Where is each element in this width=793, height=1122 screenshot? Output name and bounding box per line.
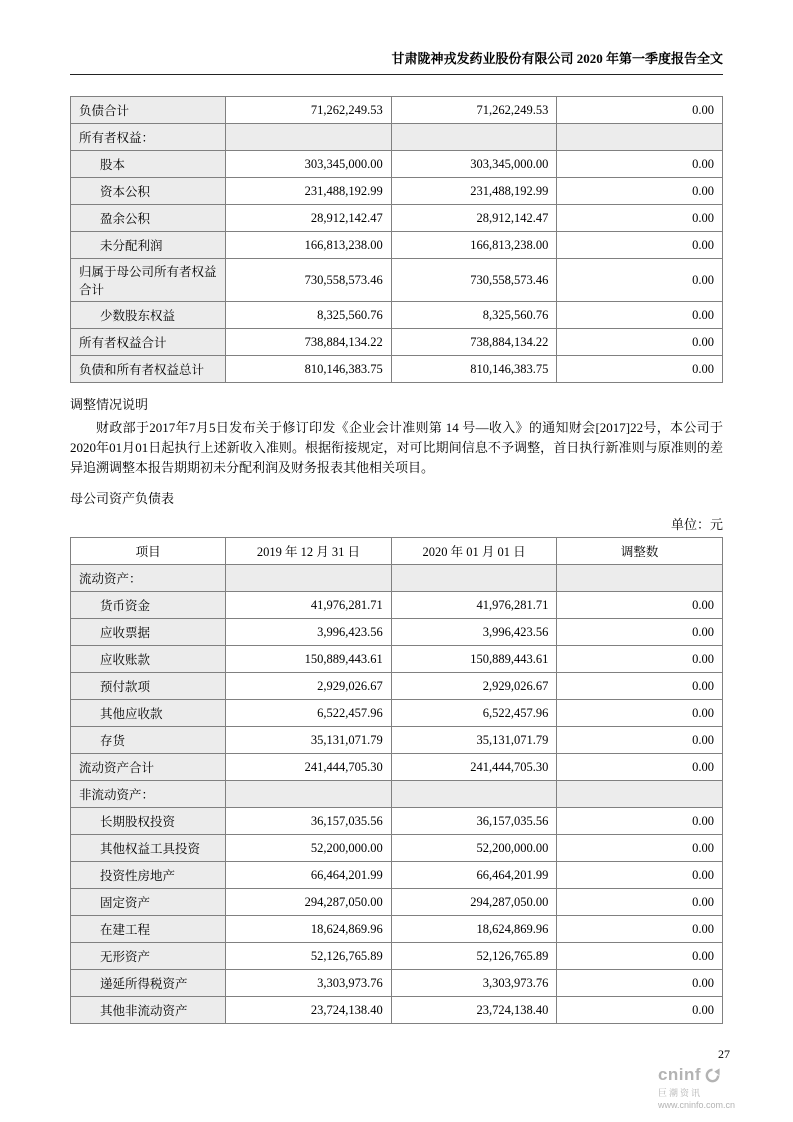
table-row: [71, 673, 723, 700]
section-row: [71, 565, 723, 592]
row-value: [391, 124, 557, 151]
row-value: [391, 565, 557, 592]
table-row: [71, 808, 723, 835]
row-value: 0.00: [557, 232, 723, 259]
row-value: 0.00: [557, 916, 723, 943]
table-row: [71, 970, 723, 997]
row-label: 其他非流动资产: [71, 997, 226, 1024]
row-value: 730,558,573.46: [226, 259, 392, 302]
row-value: 52,200,000.00: [226, 835, 392, 862]
row-value: 36,157,035.56: [391, 808, 557, 835]
row-value: 0.00: [557, 592, 723, 619]
row-value: 0.00: [557, 808, 723, 835]
cninfo-logo-subtitle: 巨潮资讯: [657, 1088, 702, 1098]
row-value: 150,889,443.61: [226, 646, 392, 673]
row-value: 28,912,142.47: [226, 205, 392, 232]
row-label: 预付款项: [71, 673, 226, 700]
cninfo-logo-url: www.cninfo.com.cn: [657, 1100, 735, 1110]
row-label: 无形资产: [71, 943, 226, 970]
row-value: 0.00: [557, 356, 723, 383]
row-value: 0.00: [557, 97, 723, 124]
row-label: 递延所得税资产: [71, 970, 226, 997]
cninfo-logo-row: [658, 1065, 735, 1085]
row-value: 8,325,560.76: [391, 302, 557, 329]
row-value: 303,345,000.00: [391, 151, 557, 178]
row-value: 0.00: [557, 619, 723, 646]
parent-balance-sheet-title: 母公司资产负债表: [70, 491, 175, 506]
row-value: 0.00: [557, 178, 723, 205]
row-value: [226, 124, 392, 151]
row-value: [226, 781, 392, 808]
row-value: 0.00: [557, 205, 723, 232]
row-value: 41,976,281.71: [226, 592, 392, 619]
table-row: [71, 259, 723, 302]
cninfo-logo-text: cninf: [657, 1065, 702, 1084]
adjustment-notes-paragraph: 财政部于2017年7月5日发布关于修订印发《企业会计准则第 14 号—收入》的通知财会[2017]22号，本公司于2020年01月01日起执行上述新收入准则。根据衔接规定，对可比期间信息不予调整，首日执行新准则与原准则的差异追溯调整本报告期期初未分配利润及财务报表其他相关项目。: [70, 420, 723, 475]
table-row: [71, 302, 723, 329]
table-row: [71, 232, 723, 259]
row-value: 36,157,035.56: [226, 808, 392, 835]
table-row: [71, 592, 723, 619]
row-value: 0.00: [557, 700, 723, 727]
section-row: [71, 781, 723, 808]
row-value: 241,444,705.30: [226, 754, 392, 781]
row-value: 0.00: [557, 889, 723, 916]
row-value: 3,996,423.56: [226, 619, 392, 646]
row-value: 0.00: [557, 727, 723, 754]
row-value: [226, 565, 392, 592]
row-label: 应收票据: [71, 619, 226, 646]
row-value: 3,996,423.56: [391, 619, 557, 646]
row-value: 0.00: [557, 862, 723, 889]
row-value: 0.00: [557, 754, 723, 781]
column-header-date-2020: 2020 年 01 月 01 日: [391, 538, 557, 565]
row-value: 35,131,071.79: [391, 727, 557, 754]
adjustment-notes-heading: 调整情况说明: [70, 397, 149, 412]
row-value: 810,146,383.75: [226, 356, 392, 383]
table-row: [71, 646, 723, 673]
row-label: 归属于母公司所有者权益合计: [71, 259, 226, 302]
row-value: 0.00: [557, 970, 723, 997]
table-row: [71, 997, 723, 1024]
row-value: 241,444,705.30: [391, 754, 557, 781]
row-label: 负债和所有者权益总计: [71, 356, 226, 383]
row-value: 738,884,134.22: [226, 329, 392, 356]
row-value: [391, 781, 557, 808]
row-value: 166,813,238.00: [226, 232, 392, 259]
row-value: 23,724,138.40: [391, 997, 557, 1024]
row-value: [557, 124, 723, 151]
row-value: 18,624,869.96: [391, 916, 557, 943]
row-value: 66,464,201.99: [226, 862, 392, 889]
row-value: 52,200,000.00: [391, 835, 557, 862]
table-header-row: [71, 538, 723, 565]
row-label: 未分配利润: [71, 232, 226, 259]
table-row: [71, 619, 723, 646]
row-value: 35,131,071.79: [226, 727, 392, 754]
table-row: [71, 356, 723, 383]
row-label: 负债合计: [71, 97, 226, 124]
table-row: [71, 943, 723, 970]
row-value: 0.00: [557, 151, 723, 178]
row-label: 在建工程: [71, 916, 226, 943]
row-value: 2,929,026.67: [226, 673, 392, 700]
row-value: 6,522,457.96: [391, 700, 557, 727]
column-header-adjustment: 调整数: [557, 538, 723, 565]
row-value: 150,889,443.61: [391, 646, 557, 673]
table-row: [71, 700, 723, 727]
row-value: 6,522,457.96: [226, 700, 392, 727]
row-value: 0.00: [557, 302, 723, 329]
row-value: 41,976,281.71: [391, 592, 557, 619]
row-value: 3,303,973.76: [391, 970, 557, 997]
row-value: 0.00: [557, 673, 723, 700]
row-label: 投资性房地产: [71, 862, 226, 889]
row-value: 294,287,050.00: [226, 889, 392, 916]
row-value: 0.00: [557, 646, 723, 673]
table-row: [71, 835, 723, 862]
row-label: 其他应收款: [71, 700, 226, 727]
row-label: 固定资产: [71, 889, 226, 916]
row-value: 71,262,249.53: [226, 97, 392, 124]
page-number: 27: [718, 1047, 730, 1061]
row-value: 23,724,138.40: [226, 997, 392, 1024]
table-row: [71, 97, 723, 124]
row-value: 0.00: [557, 943, 723, 970]
row-value: 18,624,869.96: [226, 916, 392, 943]
consolidated-balance-sheet-table: [70, 96, 723, 383]
row-value: 71,262,249.53: [391, 97, 557, 124]
row-label: 股本: [71, 151, 226, 178]
row-label: 流动资产合计: [71, 754, 226, 781]
row-value: 0.00: [557, 329, 723, 356]
row-label: 货币资金: [71, 592, 226, 619]
row-label: 盈余公积: [71, 205, 226, 232]
row-value: 66,464,201.99: [391, 862, 557, 889]
cninfo-swirl-icon: [704, 1067, 721, 1084]
row-label: 非流动资产：: [71, 781, 226, 808]
row-value: 231,488,192.99: [226, 178, 392, 205]
table-row: [71, 329, 723, 356]
row-value: 166,813,238.00: [391, 232, 557, 259]
row-label: 长期股权投资: [71, 808, 226, 835]
row-value: 730,558,573.46: [391, 259, 557, 302]
table-row: [71, 889, 723, 916]
row-label: 流动资产：: [71, 565, 226, 592]
row-value: 231,488,192.99: [391, 178, 557, 205]
row-value: 303,345,000.00: [226, 151, 392, 178]
row-value: 28,912,142.47: [391, 205, 557, 232]
table-row: [71, 916, 723, 943]
document-header-title: 甘肃陇神戎发药业股份有限公司 2020 年第一季度报告全文: [70, 48, 723, 75]
row-label: 资本公积: [71, 178, 226, 205]
row-label: 所有者权益：: [71, 124, 226, 151]
row-value: 52,126,765.89: [226, 943, 392, 970]
parent-balance-sheet-table: [70, 537, 723, 1024]
table-row: [71, 754, 723, 781]
row-value: 52,126,765.89: [391, 943, 557, 970]
row-value: 0.00: [557, 997, 723, 1024]
row-label: 存货: [71, 727, 226, 754]
row-value: 3,303,973.76: [226, 970, 392, 997]
column-header-item: 项目: [71, 538, 226, 565]
row-value: 738,884,134.22: [391, 329, 557, 356]
table-row: [71, 205, 723, 232]
row-label: 应收账款: [71, 646, 226, 673]
table-row: [71, 727, 723, 754]
column-header-date-2019: 2019 年 12 月 31 日: [226, 538, 392, 565]
currency-unit-label: 单位：元: [670, 517, 723, 532]
table-row: [71, 151, 723, 178]
row-value: 0.00: [557, 835, 723, 862]
row-label: 其他权益工具投资: [71, 835, 226, 862]
table-row: [71, 862, 723, 889]
row-value: 810,146,383.75: [391, 356, 557, 383]
row-value: 0.00: [557, 259, 723, 302]
cninfo-logo: [658, 1065, 735, 1110]
row-value: [557, 565, 723, 592]
row-value: 2,929,026.67: [391, 673, 557, 700]
section-row: [71, 124, 723, 151]
row-value: 8,325,560.76: [226, 302, 392, 329]
row-value: [557, 781, 723, 808]
row-label: 少数股东权益: [71, 302, 226, 329]
row-value: 294,287,050.00: [391, 889, 557, 916]
row-label: 所有者权益合计: [71, 329, 226, 356]
table-row: [71, 178, 723, 205]
